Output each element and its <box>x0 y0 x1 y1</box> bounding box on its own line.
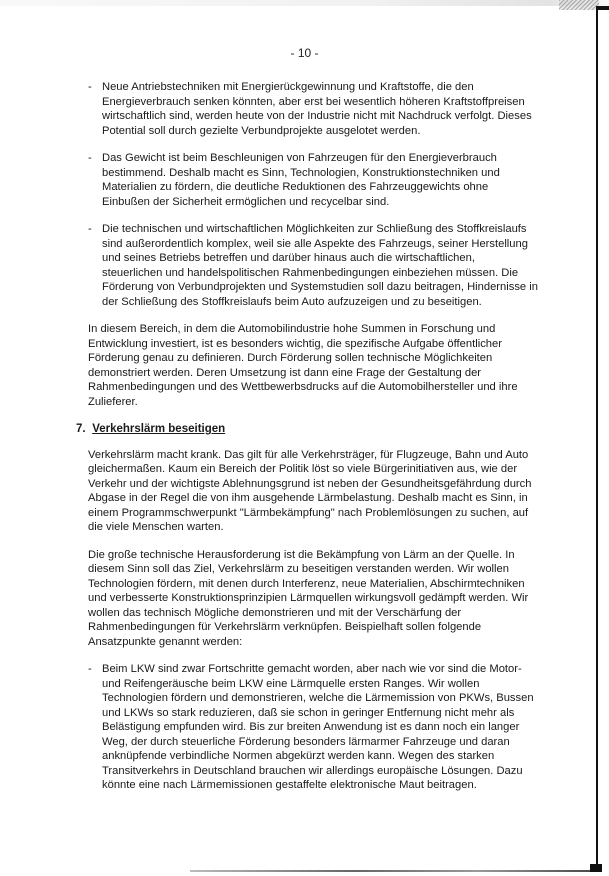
scan-artifact-top <box>0 0 609 6</box>
paragraph <box>88 548 538 650</box>
paragraph <box>88 448 538 535</box>
page-number: - 10 - <box>290 46 319 60</box>
bullet-item <box>88 662 538 793</box>
page-edge-bottom <box>190 870 600 872</box>
bullet-text: Das Gewicht ist beim Beschleunigen von Fahrzeugen für den Energieverbrauch bestimmend. Deshalb macht es Sinn, Technologien, Konstruktionstechniken und Materialien zu fördern, die deutliche Reduktionen des Fahrzeuggewichts ohne Einbußen der Sicherheit ermöglichen und recycelbar sind. <box>102 152 500 208</box>
section-number: 7. <box>76 423 86 435</box>
scan-smudge <box>559 0 599 10</box>
document-body <box>76 80 538 806</box>
section-title: Verkehrslärm beseitigen <box>92 423 226 435</box>
bullet-text: Neue Antriebstechniken mit Energierückgewinnung und Kraftstoffe, die den Energieverbrauch senken könnten, aber erst bei wesentlich höheren Kraftstoffpreisen wirtschaftlich sind, werden heute von der Industrie nicht mit Nachdruck verfolgt. Dieses Potential soll durch gezielte Verbundprojekte ausgelotet werden. <box>102 81 532 137</box>
bullet-item <box>88 222 538 309</box>
paragraph-text: In diesem Bereich, in dem die Automobilindustrie hohe Summen in Forschung und Entwicklung investiert, ist es besonders wichtig, die spezifische Aufgabe öffentlicher Förderung genau zu definieren. Durch Förderung sollen technische Möglichkeiten demonstriert werden. Deren Umsetzung ist dann eine Frage der Gestaltung der Rahmenbedingungen und des Wettbewerbsdrucks auf die Automobilhersteller und ihre Zulieferer. <box>88 323 518 408</box>
bullet-item <box>88 151 538 209</box>
page-edge-right <box>596 8 598 866</box>
bullet-item <box>88 80 538 138</box>
section-heading <box>76 422 538 437</box>
bullet-text: Beim LKW sind zwar Fortschritte gemacht worden, aber nach wie vor sind die Motor- und Reifengeräusche beim LKW eine Lärmquelle ersten Ranges. Wir wollen Technologien fördern und demonstrieren, welche die Lärmemission von PKWs, Bussen und LKWs so stark reduzieren, daß sie schon in geringer Entfernung nicht mehr als Belästigung empfunden wird. Bis zur breiten Anwendung ist es dann noch ein langer Weg, der durch steuerliche Förderung besonders lärmarmer Fahrzeuge und daran anknüpfende verbindliche Normen abgekürzt werden kann. Wegen des starken Transitverkehrs in Deutschland brauchen wir allerdings europäische Lösungen. Dazu könnte eine nach Lärmemissionen gestaffelte elektronische Maut beitragen. <box>102 663 534 791</box>
bullet-dash: - <box>88 223 92 235</box>
paragraph-text: Verkehrslärm macht krank. Das gilt für alle Verkehrsträger, für Flugzeuge, Bahn und Auto gleichermaßen. Kaum ein Bereich der Politik löst so viele Bürgerinitiativen aus, wie der Verkehr und der wichtigste Ablehnungsgrund ist neben der Gesundheitsgefährdung durch Abgase in der Regel die von ihm ausgehende Lärmbelastung. Deshalb macht es Sinn, in einem Programmschwerpunkt "Lärmbekämpfung" nach Problemlösungen zu suchen, auf die viele Menschen warten. <box>88 448 532 533</box>
bullet-dash: - <box>88 81 92 93</box>
paragraph <box>88 322 538 409</box>
bullet-dash: - <box>88 663 92 675</box>
paragraph-text: Die große technische Herausforderung ist die Bekämpfung von Lärm an der Quelle. In diesem Sinn soll das Ziel, Verkehrslärm zu beseitigen verstanden werden. Wir wollen Technologien fördern, mit denen durch Interferenz, neue Materialien, Abschirmtechniken und verbesserte Konstruktionsprinzipien Lärmquellen wirkungsvoll gedämpft werden. Wir wollen das technisch Mögliche demonstrieren und mit der Verschärfung der Rahmenbedingungen für Verkehrslärm verknüpfen. Beispielhaft sollen folgende Ansatzpunkte genannt werden: <box>88 548 529 648</box>
bullet-dash: - <box>88 152 92 164</box>
page-edge-corner-bottom <box>590 864 602 872</box>
bullet-text: Die technischen und wirtschaftlichen Möglichkeiten zur Schließung des Stoffkreislaufs sind außerordentlich komplex, weil sie alle Aspekte des Fahrzeugs, seiner Herstellung und seines Betriebs betreffen und darüber hinaus auch die wirtschaftlichen, steuerlichen und handelspolitischen Rahmenbedingungen einbeziehen müssen. Die Förderung von Verbundprojekten und Systemstudien soll dazu beitragen, Hindernisse in der Schließung des Stoffkreislaufs beim Auto aufzuzeigen und zu beseitigen. <box>102 223 538 308</box>
